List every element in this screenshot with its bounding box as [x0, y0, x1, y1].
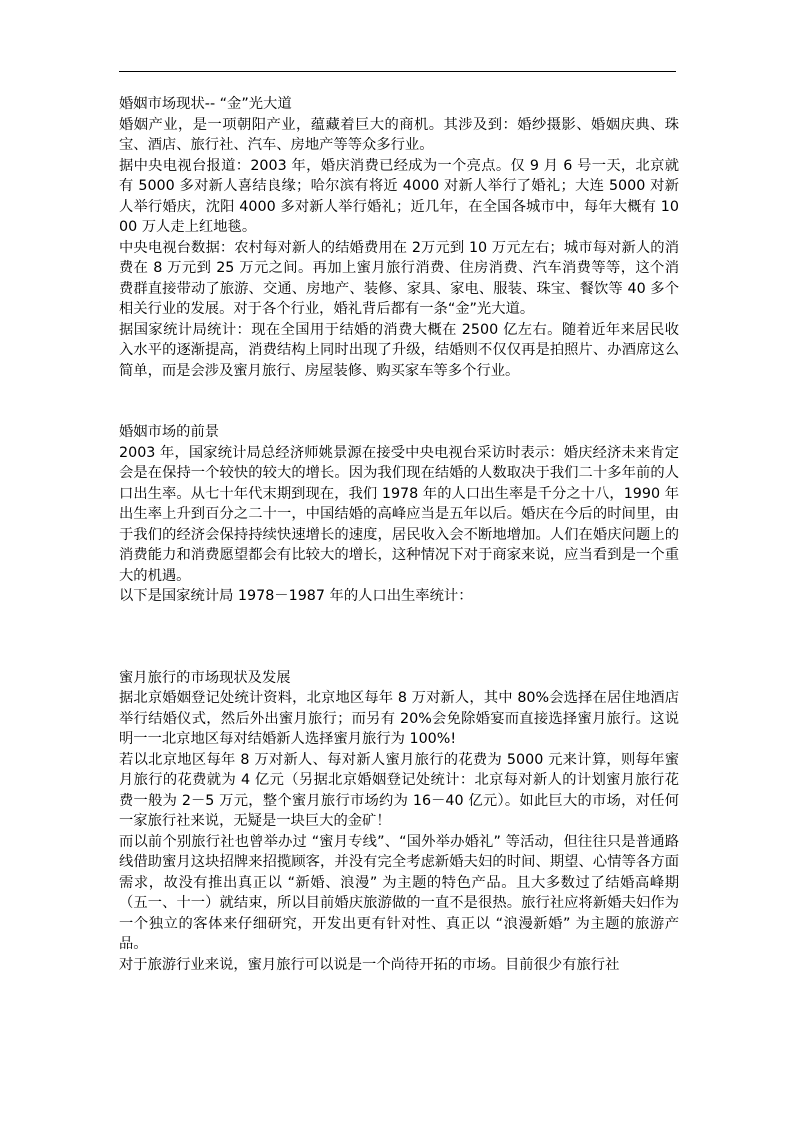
paragraph: 对于旅游行业来说，蜜月旅行可以说是一个尚待开拓的市场。目前很少有旅行社	[119, 956, 620, 973]
paragraph: 据中央电视台报道：2003 年，婚庆消费已经成为一个亮点。仅 9 月 6 号一天，北京就有 5000 多对新人喜结良缘；哈尔滨有将近 4000 对新人举行了婚礼；大连 5000 对新人举行婚庆，沈阳 4000 多对新人举行婚礼；近几年，在全国各城市中，每年大概有 1000 万人走上红地毯。	[119, 157, 679, 235]
paragraph: 中央电视台数据：农村每对新人的结婚费用在 2万元到 10 万元左右；城市每对新人的消费在 8 万元到 25 万元之间。再加上蜜月旅行消费、住房消费、汽车消费等等，这个消费群直接带动了旅游、交通、房地产、装修、家具、家电、服装、珠宝、餐饮等 40 多个相关行业的发展。对于各个行业，婚礼背后都有一条“金”光大道。	[119, 239, 679, 317]
section-heading-honeymoon-travel: 蜜月旅行的市场现状及发展	[119, 669, 291, 686]
paragraph: 以下是国家统计局 1978－1987 年的人口出生率统计：	[119, 588, 473, 604]
document-body	[119, 94, 679, 975]
paragraph: 婚姻产业，是一项朝阳产业，蕴藏着巨大的商机。其涉及到：婚纱摄影、婚姻庆典、珠宝、酒店、旅行社、汽车、房地产等等众多行业。	[119, 116, 679, 153]
paragraph: 而以前个别旅行社也曾举办过 “蜜月专线”、“国外举办婚礼” 等活动，但往往只是普通路线借助蜜月这块招牌来招揽顾客，并没有完全考虑新婚夫妇的时间、期望、心情等各方面需求，故没有推出真正以 “新婚、浪漫” 为主题的特色产品。且大多数过了结婚高峰期（五一、十一）就结束，所以目前婚庆旅游做的一直不是很热。旅行社应将新婚夫妇作为一个独立的客体来仔细研究，开发出更有针对性、真正以 “浪漫新婚” 为主题的旅游产品。	[119, 833, 679, 952]
section-heading-market-status: 婚姻市场现状-- “金”光大道	[119, 96, 292, 112]
section-heading-market-outlook: 婚姻市场的前景	[119, 424, 220, 440]
header-rule	[119, 71, 676, 72]
paragraph: 据北京婚姻登记处统计资料，北京地区每年 8 万对新人，其中 80%会选择在居住地酒店举行结婚仪式，然后外出蜜月旅行；而另有 20%会免除婚宴而直接选择蜜月旅行。这说明一一北京地区每对结婚新人选择蜜月旅行为 100%!	[119, 690, 679, 747]
paragraph: 2003 年，国家统计局总经济师姚景源在接受中央电视台采访时表示：婚庆经济未来肯定会是在保持一个较快的较大的增长。因为我们现在结婚的人数取决于我们二十多年前的人口出生率。从七十年代末期到现在，我们 1978 年的人口出生率是千分之十八，1990 年出生率上升到百分之二十一，中国结婚的高峰应当是五年以后。婚庆在今后的时间里，由于我们的经济会保持持续快速增长的速度，居民收入会不断地增加。人们在婚庆问题上的消费能力和消费愿望都会有比较大的增长，这种情况下对于商家来说，应当看到是一个重大的机遇。	[119, 444, 679, 584]
spacer	[119, 381, 679, 422]
spacer	[119, 607, 679, 668]
paragraph: 若以北京地区每年 8 万对新人、每对新人蜜月旅行的花费为 5000 元来计算，则每年蜜月旅行的花费就为 4 亿元（另据北京婚姻登记处统计：北京每对新人的计划蜜月旅行花费一般为 2－5 万元，整个蜜月旅行市场约为 16－40 亿元）。如此巨大的市场，对任何一家旅行社来说，无疑是一块巨大的金矿！	[119, 751, 679, 829]
paragraph: 据国家统计局统计：现在全国用于结婚的消费大概在 2500 亿左右。随着近年来居民收入水平的逐渐提高，消费结构上同时出现了升级，结婚则不仅仅再是拍照片、办酒席这么简单，而是会涉及蜜月旅行、房屋装修、购买家车等多个行业。	[119, 321, 679, 379]
